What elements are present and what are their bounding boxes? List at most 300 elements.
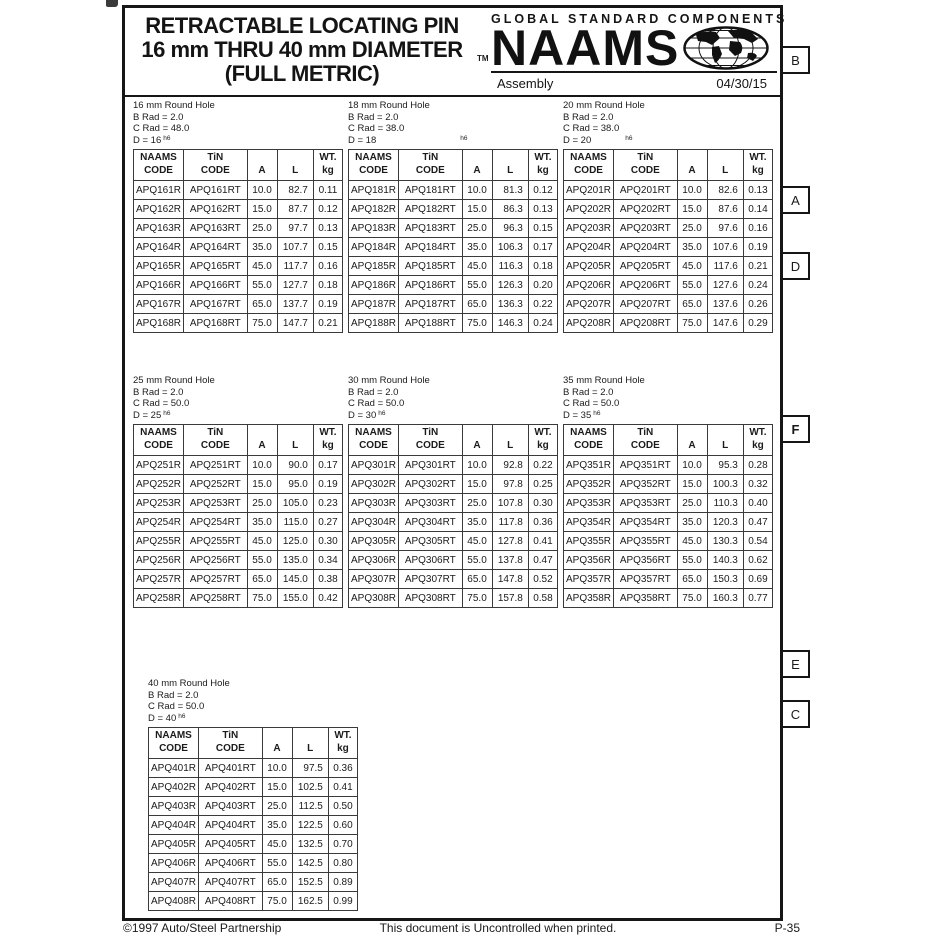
cell: 55.0: [247, 276, 277, 295]
column-header: A: [677, 425, 707, 456]
table-row: [149, 873, 358, 892]
cell: APQ256R: [134, 551, 184, 570]
cell: APQ254RT: [184, 513, 248, 532]
column-header: L: [707, 150, 743, 181]
column-header: L: [277, 425, 313, 456]
cell: 0.28: [743, 456, 772, 475]
table-row: [349, 295, 558, 314]
cell: 0.30: [313, 532, 342, 551]
cell: 10.0: [247, 181, 277, 200]
cell: APQ188RT: [399, 314, 463, 333]
cell: APQ163R: [134, 219, 184, 238]
table-row: [149, 892, 358, 911]
column-header: TiN CODE: [184, 425, 248, 456]
cell: 15.0: [462, 475, 492, 494]
cell: 127.6: [707, 276, 743, 295]
cell: APQ401R: [149, 759, 199, 778]
cell: 0.47: [743, 513, 772, 532]
table-row: [564, 276, 773, 295]
table-row: [564, 532, 773, 551]
cell: 0.18: [528, 257, 557, 276]
brand-tagline: GLOBAL STANDARD COMPONENTS: [491, 12, 788, 26]
spec-table-group: [348, 100, 558, 333]
cell: 137.6: [707, 295, 743, 314]
header-row: [134, 425, 343, 456]
b-rad-note: B Rad = 2.0: [133, 386, 184, 398]
cell: 147.6: [707, 314, 743, 333]
cell: 0.12: [313, 200, 342, 219]
c-rad-note: C Rad = 48.0: [133, 123, 190, 134]
cell: APQ304R: [349, 513, 399, 532]
column-header: WT. kg: [528, 425, 557, 456]
cell: 0.32: [743, 475, 772, 494]
cell: 45.0: [247, 532, 277, 551]
table-row: [134, 494, 343, 513]
cell: APQ167RT: [184, 295, 248, 314]
table-row: [349, 456, 558, 475]
cell: APQ406R: [149, 854, 199, 873]
cell: APQ355RT: [614, 532, 678, 551]
cell: 0.77: [743, 589, 772, 608]
cell: 157.8: [492, 589, 528, 608]
cell: APQ401RT: [199, 759, 263, 778]
cell: 0.80: [328, 854, 357, 873]
table-row: [149, 854, 358, 873]
copyright-text: ©1997 Auto/Steel Partnership: [123, 921, 282, 935]
cell: 15.0: [262, 778, 292, 797]
cell: APQ352R: [564, 475, 614, 494]
cell: 55.0: [462, 276, 492, 295]
spec-table: [563, 424, 773, 608]
cell: APQ208R: [564, 314, 614, 333]
column-header: L: [707, 425, 743, 456]
column-header: A: [462, 150, 492, 181]
cell: APQ207R: [564, 295, 614, 314]
spec-table: [133, 149, 343, 333]
table-row: [564, 570, 773, 589]
cell: 0.13: [743, 181, 772, 200]
cell: 25.0: [462, 219, 492, 238]
page-title-line3: (FULL METRIC): [224, 61, 380, 86]
cell: 115.0: [277, 513, 313, 532]
column-header: NAAMS CODE: [564, 425, 614, 456]
cell: 106.3: [492, 238, 528, 257]
cell: APQ405RT: [199, 835, 263, 854]
table-title: 25 mm Round Hole: [133, 375, 215, 386]
cell: 112.5: [292, 797, 328, 816]
cell: APQ181R: [349, 181, 399, 200]
cell: 0.14: [743, 200, 772, 219]
cell: APQ405R: [149, 835, 199, 854]
cell: 97.5: [292, 759, 328, 778]
cell: 137.7: [277, 295, 313, 314]
tolerance-superscript: h6: [593, 409, 601, 417]
cell: 146.3: [492, 314, 528, 333]
spec-table-group: [133, 375, 343, 608]
cell: APQ183RT: [399, 219, 463, 238]
cell: APQ204R: [564, 238, 614, 257]
cell: 0.13: [528, 200, 557, 219]
spec-table-group: [148, 678, 358, 911]
cell: APQ165R: [134, 257, 184, 276]
cell: APQ204RT: [614, 238, 678, 257]
d-note: D = 16 $^{h6}$: [133, 134, 171, 146]
cell: APQ185RT: [399, 257, 463, 276]
cell: APQ181RT: [399, 181, 463, 200]
cell: 15.0: [677, 475, 707, 494]
cell: APQ168R: [134, 314, 184, 333]
cell: APQ186R: [349, 276, 399, 295]
d-note: D = 20 $^{h6}$: [563, 134, 633, 146]
cell: 116.3: [492, 257, 528, 276]
cell: 25.0: [247, 219, 277, 238]
cell: 75.0: [247, 314, 277, 333]
column-header: WT. kg: [313, 150, 342, 181]
cell: 0.12: [528, 181, 557, 200]
cell: 0.70: [328, 835, 357, 854]
cell: 0.42: [313, 589, 342, 608]
cell: APQ162RT: [184, 200, 248, 219]
column-header: A: [247, 150, 277, 181]
cell: 125.0: [277, 532, 313, 551]
cell: 100.3: [707, 475, 743, 494]
cell: 0.20: [528, 276, 557, 295]
cell: APQ188R: [349, 314, 399, 333]
cell: 55.0: [247, 551, 277, 570]
cell: 65.0: [262, 873, 292, 892]
table-row: [564, 475, 773, 494]
table-row: [134, 257, 343, 276]
cell: 122.5: [292, 816, 328, 835]
side-label-c: C: [781, 700, 810, 728]
cell: APQ407RT: [199, 873, 263, 892]
cell: 65.0: [462, 295, 492, 314]
cell: APQ258R: [134, 589, 184, 608]
cell: APQ205R: [564, 257, 614, 276]
cell: 15.0: [247, 200, 277, 219]
cell: 0.47: [528, 551, 557, 570]
cell: 10.0: [677, 181, 707, 200]
cell: 75.0: [462, 314, 492, 333]
spec-table-group: [563, 100, 773, 333]
table-row: [134, 570, 343, 589]
table-row: [149, 759, 358, 778]
cell: APQ206RT: [614, 276, 678, 295]
cell: APQ402R: [149, 778, 199, 797]
cell: APQ407R: [149, 873, 199, 892]
cell: 87.7: [277, 200, 313, 219]
cell: 35.0: [462, 513, 492, 532]
table-row: [149, 778, 358, 797]
cell: 65.0: [677, 570, 707, 589]
column-header: NAAMS CODE: [134, 150, 184, 181]
cell: APQ404RT: [199, 816, 263, 835]
cell: APQ356RT: [614, 551, 678, 570]
cell: 45.0: [247, 257, 277, 276]
spec-table-group: [348, 375, 558, 608]
cell: 0.99: [328, 892, 357, 911]
table-row: [349, 513, 558, 532]
table-row: [564, 314, 773, 333]
header-row: [349, 425, 558, 456]
cell: APQ256RT: [184, 551, 248, 570]
table-row: [349, 219, 558, 238]
cell: 15.0: [247, 475, 277, 494]
table-row: [134, 276, 343, 295]
cell: 150.3: [707, 570, 743, 589]
tolerance-superscript: h6: [163, 134, 171, 142]
b-rad-note: B Rad = 2.0: [563, 386, 614, 398]
cell: 117.8: [492, 513, 528, 532]
cell: 65.0: [462, 570, 492, 589]
cell: 0.62: [743, 551, 772, 570]
header-divider: [125, 95, 780, 97]
cell: 0.13: [313, 219, 342, 238]
tolerance-superscript: h6: [163, 409, 171, 417]
cell: APQ404R: [149, 816, 199, 835]
c-rad-note: C Rad = 38.0: [563, 123, 620, 134]
side-label-f: F: [781, 415, 810, 443]
column-header: L: [492, 425, 528, 456]
cell: 0.89: [328, 873, 357, 892]
cell: 35.0: [462, 238, 492, 257]
cell: 145.0: [277, 570, 313, 589]
cell: APQ408R: [149, 892, 199, 911]
cell: APQ182RT: [399, 200, 463, 219]
cell: APQ356R: [564, 551, 614, 570]
tolerance-superscript: h6: [378, 409, 386, 417]
cell: 0.21: [743, 257, 772, 276]
table-row: [564, 200, 773, 219]
cell: 0.19: [743, 238, 772, 257]
cell: 15.0: [677, 200, 707, 219]
cell: APQ353R: [564, 494, 614, 513]
tolerance-superscript: h6: [178, 712, 186, 720]
cell: 117.7: [277, 257, 313, 276]
cell: APQ253RT: [184, 494, 248, 513]
footer: [123, 921, 800, 935]
cell: APQ252RT: [184, 475, 248, 494]
cell: 117.6: [707, 257, 743, 276]
table-title: 18 mm Round Hole: [348, 100, 430, 111]
cell: 95.0: [277, 475, 313, 494]
cell: APQ255RT: [184, 532, 248, 551]
cell: APQ306RT: [399, 551, 463, 570]
cell: 96.3: [492, 219, 528, 238]
table-row: [564, 238, 773, 257]
table-row: [134, 314, 343, 333]
cell: 25.0: [677, 219, 707, 238]
cell: APQ251R: [134, 456, 184, 475]
column-header: WT. kg: [313, 425, 342, 456]
spec-table: [563, 149, 773, 333]
table-row: [149, 797, 358, 816]
cell: APQ208RT: [614, 314, 678, 333]
cell: APQ253R: [134, 494, 184, 513]
cell: 0.11: [313, 181, 342, 200]
table-row: [564, 494, 773, 513]
cell: 0.38: [313, 570, 342, 589]
cell: 0.22: [528, 456, 557, 475]
cell: 86.3: [492, 200, 528, 219]
cell: 0.40: [743, 494, 772, 513]
table-title: 20 mm Round Hole: [563, 100, 645, 111]
table-row: [149, 835, 358, 854]
d-note: D = 30 $^{h6}$: [348, 409, 386, 421]
table-row: [134, 551, 343, 570]
cell: APQ257R: [134, 570, 184, 589]
column-header: A: [462, 425, 492, 456]
column-header: TiN CODE: [199, 728, 263, 759]
cell: 0.21: [313, 314, 342, 333]
cell: APQ252R: [134, 475, 184, 494]
cell: APQ403RT: [199, 797, 263, 816]
table-row: [134, 456, 343, 475]
side-label-a: A: [781, 186, 810, 214]
brand-name: NAAMS: [491, 20, 680, 76]
cell: APQ351R: [564, 456, 614, 475]
d-note: D = 25 $^{h6}$: [133, 409, 171, 421]
table-row: [564, 257, 773, 276]
cell: APQ352RT: [614, 475, 678, 494]
cell: 120.3: [707, 513, 743, 532]
cell: 55.0: [462, 551, 492, 570]
cell: APQ201R: [564, 181, 614, 200]
cell: 107.7: [277, 238, 313, 257]
cell: 0.17: [528, 238, 557, 257]
cell: 25.0: [677, 494, 707, 513]
cell: 0.60: [328, 816, 357, 835]
cell: 81.3: [492, 181, 528, 200]
cell: APQ402RT: [199, 778, 263, 797]
header-row: [149, 728, 358, 759]
cell: 0.34: [313, 551, 342, 570]
cell: APQ182R: [349, 200, 399, 219]
cell: 0.41: [528, 532, 557, 551]
cell: APQ255R: [134, 532, 184, 551]
table-title: 40 mm Round Hole: [148, 678, 230, 689]
table-row: [349, 570, 558, 589]
table-row: [564, 219, 773, 238]
c-rad-note: C Rad = 38.0: [348, 123, 405, 134]
side-label-d: D: [781, 252, 810, 280]
cell: 90.0: [277, 456, 313, 475]
cell: APQ166RT: [184, 276, 248, 295]
cell: APQ202RT: [614, 200, 678, 219]
cell: 137.8: [492, 551, 528, 570]
cell: 0.52: [528, 570, 557, 589]
cell: 45.0: [462, 532, 492, 551]
cell: 0.24: [528, 314, 557, 333]
spec-table: [148, 727, 358, 911]
cell: 75.0: [462, 589, 492, 608]
cell: 35.0: [247, 238, 277, 257]
cell: APQ163RT: [184, 219, 248, 238]
cell: APQ305RT: [399, 532, 463, 551]
cell: 0.18: [313, 276, 342, 295]
table-row: [564, 295, 773, 314]
cell: 0.24: [743, 276, 772, 295]
header-row: [134, 150, 343, 181]
cell: APQ185R: [349, 257, 399, 276]
cell: APQ306R: [349, 551, 399, 570]
cell: 0.15: [313, 238, 342, 257]
column-header: TiN CODE: [184, 150, 248, 181]
cell: APQ301R: [349, 456, 399, 475]
cell: 35.0: [247, 513, 277, 532]
cell: APQ183R: [349, 219, 399, 238]
cell: APQ187RT: [399, 295, 463, 314]
cell: 55.0: [677, 551, 707, 570]
cell: APQ186RT: [399, 276, 463, 295]
cell: 65.0: [247, 295, 277, 314]
table-row: [349, 589, 558, 608]
cell: APQ406RT: [199, 854, 263, 873]
cell: APQ203RT: [614, 219, 678, 238]
cell: 65.0: [677, 295, 707, 314]
cell: APQ205RT: [614, 257, 678, 276]
column-header: A: [247, 425, 277, 456]
table-row: [349, 238, 558, 257]
cell: APQ167R: [134, 295, 184, 314]
spec-table: [348, 424, 558, 608]
cell: APQ166R: [134, 276, 184, 295]
cell: 0.16: [743, 219, 772, 238]
d-note: D = 35 $^{h6}$: [563, 409, 601, 421]
cell: 75.0: [262, 892, 292, 911]
globe-icon: [682, 25, 770, 71]
cell: 127.7: [277, 276, 313, 295]
c-rad-note: C Rad = 50.0: [148, 701, 205, 712]
table-row: [349, 276, 558, 295]
cell: 152.5: [292, 873, 328, 892]
table-row: [134, 475, 343, 494]
cell: 0.41: [328, 778, 357, 797]
cell: 97.6: [707, 219, 743, 238]
cell: APQ301RT: [399, 456, 463, 475]
table-row: [349, 494, 558, 513]
cell: 0.36: [528, 513, 557, 532]
table-row: [564, 513, 773, 532]
cell: APQ207RT: [614, 295, 678, 314]
cell: 25.0: [262, 797, 292, 816]
cell: 132.5: [292, 835, 328, 854]
cell: APQ302RT: [399, 475, 463, 494]
table-row: [134, 589, 343, 608]
cell: 10.0: [247, 456, 277, 475]
cell: 0.15: [528, 219, 557, 238]
revision-date: 04/30/15: [716, 76, 767, 91]
table-row: [564, 589, 773, 608]
table-title: 16 mm Round Hole: [133, 100, 215, 111]
table-row: [134, 513, 343, 532]
cell: APQ354R: [564, 513, 614, 532]
cell: 95.3: [707, 456, 743, 475]
column-header: WT. kg: [528, 150, 557, 181]
cell: APQ351RT: [614, 456, 678, 475]
column-header: NAAMS CODE: [564, 150, 614, 181]
cell: APQ354RT: [614, 513, 678, 532]
cell: APQ257RT: [184, 570, 248, 589]
cell: 160.3: [707, 589, 743, 608]
table-row: [134, 181, 343, 200]
cell: APQ308R: [349, 589, 399, 608]
cell: APQ164RT: [184, 238, 248, 257]
cell: 0.23: [313, 494, 342, 513]
table-row: [349, 551, 558, 570]
cell: APQ357R: [564, 570, 614, 589]
assembly-label: Assembly: [497, 76, 554, 91]
